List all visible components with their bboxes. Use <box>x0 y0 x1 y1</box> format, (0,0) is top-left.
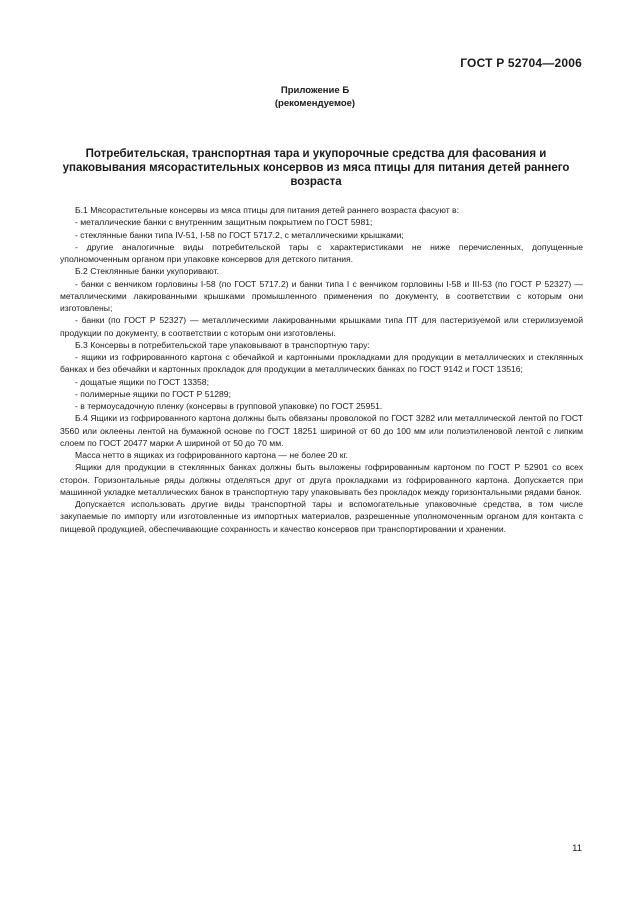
paragraph-b1: Б.1 Мясорастительные консервы из мяса птицы для питания детей раннего возраста фасуют в: <box>75 205 460 215</box>
list-item: - металлические банки с внутренним защитным покрытием по ГОСТ 5981; <box>75 217 373 228</box>
list-item: - полимерные ящики по ГОСТ Р 51289; <box>75 388 231 399</box>
document-body <box>60 204 583 535</box>
appendix-heading <box>0 84 630 110</box>
paragraph: Ящики для продукции в стеклянных банках должны быть выложены гофрированным картоном по ГОСТ Р 52901 со всех сторон. Горизонтальные ряды должны отделяться друг от друга прокладками из гофрированного картона. Допускается при машинной укладке металлических банок в транспортную тару упаковывать без прокладок между горизонтальными рядами банок. <box>60 462 583 497</box>
list-item: - банки с венчиком горловины I-58 (по ГОСТ 5717.2) и банки типа I с венчиком горловины I-58 и III-53 (по ГОСТ Р 52327) — металлическими лакированными крышками промышленного применения по документу, в соответствии с которым они изготовлены; <box>60 278 583 313</box>
paragraph-b3: Б.3 Консервы в потребительской таре упаковывают в транспортную тару: <box>75 339 370 350</box>
document-header-standard: ГОСТ Р 52704—2006 <box>460 56 582 70</box>
list-item: - в термоусадочную пленку (консервы в групповой упаковке) по ГОСТ 25951. <box>75 401 383 411</box>
appendix-name: Приложение Б <box>280 85 350 96</box>
list-item: - стеклянные банки типа IV-51, I-58 по ГОСТ 5717.2, с металлическими крышками; <box>75 229 404 240</box>
paragraph-b2: Б.2 Стеклянные банки укупоривают. <box>75 266 219 277</box>
list-item: - другие аналогичные виды потребительской тары с характеристиками не ниже перечисленных, допущенные уполномоченным органом при упаковке консервов для детского питания. <box>60 241 583 264</box>
paragraph: Допускается использовать другие виды транспортной тары и вспомогательные упаковочные средства, в том числе закупаемые по импорту или изготовленные из импортных материалов, разрешенные уполномоченным органом для контакта с пищевой продукцией, обеспечивающие сохранность и качество консервов при транспортировании и хранении. <box>60 499 583 534</box>
appendix-status: (рекомендуемое) <box>274 98 356 109</box>
list-item: - дощатые ящики по ГОСТ 13358; <box>75 376 209 387</box>
page-number: 11 <box>572 843 582 854</box>
paragraph-b4: Б.4 Ящики из гофрированного картона должны быть обвязаны проволокой по ГОСТ 3282 или металлической лентой по ГОСТ 3560 или оклеены лентой на бумажной основе по ГОСТ 18251 шириной от 60 до 100 мм или полиэтиленовой лентой с липким слоем по ГОСТ 20477 марки А шириной от 50 до 70 мм. <box>60 413 583 448</box>
section-title: Потребительская, транспортная тара и укупорочные средства для фасования и упаковывания мясорастительных консервов из мяса птицы для питания детей раннего возраста <box>62 148 570 188</box>
list-item: - ящики из гофрированного картона с обечайкой и картонными прокладками для продукции в металлических и стеклянных банках и без обечайки и картонных прокладок для продукции в металлических банках по ГОСТ 9142 и ГОСТ 13516; <box>60 352 583 375</box>
paragraph: Масса нетто в ящиках из гофрированного картона — не более 20 кг. <box>75 450 348 460</box>
list-item: - банки (по ГОСТ Р 52327) — металлическими лакированными крышками типа ПТ для пастеризуемой или стерилизуемой продукции по документу, в соответствии с которым они изготовлены. <box>60 315 583 338</box>
